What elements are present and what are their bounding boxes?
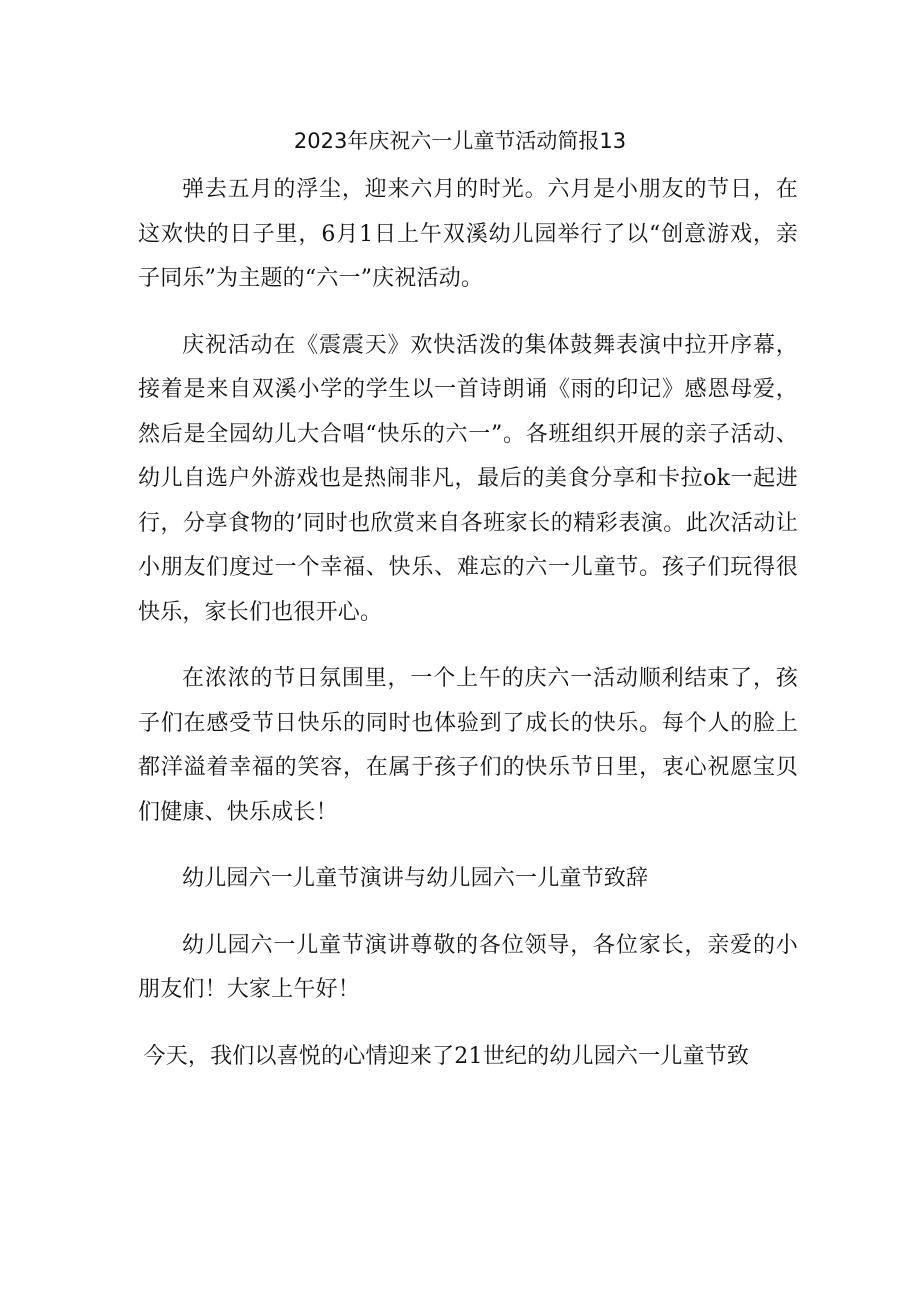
paragraph-speech-opening: 今天，我们以喜悦的心情迎来了21世纪的幼儿园六一儿童节致: [143, 1043, 750, 1069]
document-title: 2023年庆祝六一儿童节活动简报13: [293, 129, 627, 153]
paragraph-intro: 弹去五月的浮尘，迎来六月的时光。六月是小朋友的节日，在这欢快的日子里，6月1日上午双溪幼儿园举行了以“创意游戏，亲子同乐”为主题的“六一”庆祝活动。: [138, 177, 798, 291]
paragraph-activities: 庆祝活动在《震震天》欢快活泼的集体鼓舞表演中拉开序幕，接着是来自双溪小学的学生以一首诗朗诵《雨的印记》感恩母爱，然后是全园幼儿大合唱“快乐的六一”。各班组织开展的亲子活动、幼儿自选户外游戏也是热闹非凡，最后的美食分享和卡拉ok一起进行，分享食物的’同时也欣赏来自各班家长的精彩表演。此次活动让小朋友们度过一个幸福、快乐、难忘的六一儿童节。孩子们玩得很快乐，家长们也很开心。: [138, 332, 798, 625]
paragraph-conclusion: 在浓浓的节日氛围里，一个上午的庆六一活动顺利结束了，孩子们在感受节日快乐的同时也体验到了成长的快乐。每个人的脸上都洋溢着幸福的笑容，在属于孩子们的快乐节日里，衷心祝愿宝贝们健康、快乐成长！: [138, 666, 798, 825]
paragraph-speech-greeting: 幼儿园六一儿童节演讲尊敬的各位领导，各位家长，亲爱的小朋友们！大家上午好！: [138, 932, 798, 1002]
document-body: [138, 168, 798, 1101]
section-heading: 幼儿园六一儿童节演讲与幼儿园六一儿童节致辞: [182, 866, 649, 891]
